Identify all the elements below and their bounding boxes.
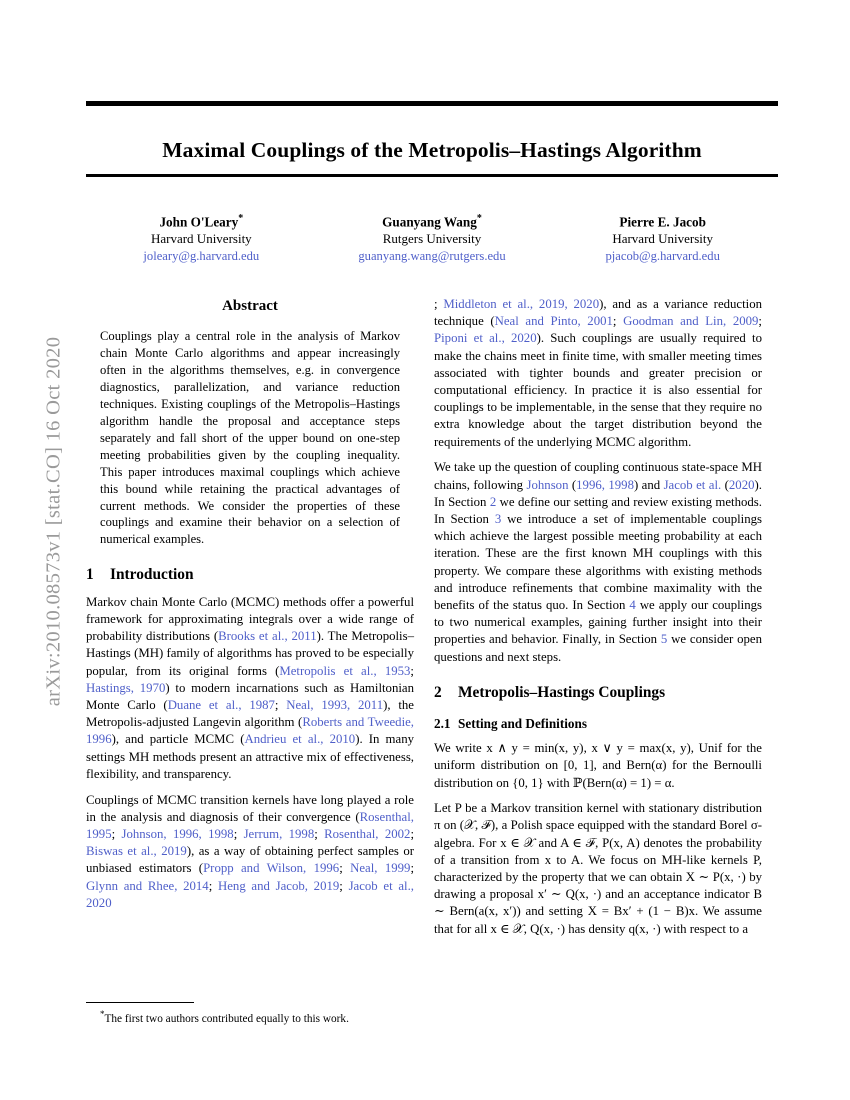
text-run: ; <box>274 698 287 713</box>
paper-page <box>78 0 850 1100</box>
text-run: ; <box>758 314 762 329</box>
text-run: ), and particle MCMC ( <box>111 732 245 747</box>
text-run: Markov chain Monte Carlo (MCMC) methods offer a powerful framework for approximating integrals over a wide range of probability distributions ( <box>86 594 414 644</box>
citation-link[interactable]: Johnson <box>526 477 569 492</box>
section-reference-link[interactable]: 2 <box>489 494 497 509</box>
citation-link[interactable]: Jacob et al., 2020 <box>86 878 415 910</box>
citation-link[interactable]: Propp and Wilson, 1996 <box>203 861 340 876</box>
couplings-paragraph-1: We write x ∧ y = min(x, y), x ∨ y = max(x, y), Unif for the uniform distribution on [0, 1], and Bern(α) for the Bernoulli distribution on {0, 1} with ℙ(Bern(α) = 1) = α. <box>434 741 762 790</box>
text-run: ; <box>339 878 349 893</box>
text-run: ; <box>410 826 414 841</box>
text-run: we introduce a set of implementable couplings which achieve the largest possible meeting probability at each iteration. These are the first known MH couplings with this property. We compare these algorithms with existing methods and introduce refinements that combine maximality with the benefits of the status quo. In Section <box>434 511 762 612</box>
citation-link[interactable]: Neal and Pinto, 2001 <box>494 314 613 329</box>
title-rule-bottom <box>86 174 778 177</box>
author-entry <box>317 213 548 264</box>
citation-link[interactable]: Heng and Jacob, 2019 <box>218 878 340 893</box>
text-run: ), as a way of obtaining perfect samples or unbiased estimators ( <box>86 844 414 876</box>
text-run: ), and as a variance reduction technique ( <box>434 297 763 329</box>
author-footnote-marker: * <box>476 213 482 224</box>
section-heading-introduction <box>86 566 414 584</box>
text-run: we apply our couplings to two numerical examples, gaining further insight into their properties and behavior. Finally, in Section <box>434 597 762 647</box>
author-entry <box>547 213 778 264</box>
author-entry <box>86 213 317 264</box>
footnote-body: The first two authors contributed equally to this work. <box>104 1012 349 1025</box>
section-title: Introduction <box>110 566 194 584</box>
text-run: ; <box>410 663 414 678</box>
author-footnote-marker: * <box>238 213 244 224</box>
arxiv-stamp <box>0 0 78 1100</box>
section-title: Metropolis–Hastings Couplings <box>458 683 666 701</box>
text-run: ; <box>314 826 325 841</box>
citation-link[interactable]: Glynn and Rhee, 2014 <box>86 878 209 893</box>
section-reference-link[interactable]: 5 <box>660 632 668 647</box>
citation-link[interactable]: Duane et al., 1987 <box>167 698 275 713</box>
text-run: ). The Metropolis–Hastings (MH) family of algorithms has proved to be especially popular, from its original forms ( <box>86 629 414 678</box>
text-run: ) to modern incarnations such as Hamiltonian Monte Carlo ( <box>86 680 414 713</box>
section-number: 1 <box>86 566 94 584</box>
citation-link[interactable]: Andrieu et al., 2010 <box>244 732 356 747</box>
citation-link[interactable]: Neal, 1993, 2011 <box>286 698 384 713</box>
citation-link[interactable]: Jacob et al. <box>663 477 722 492</box>
abstract-heading: Abstract <box>222 298 278 314</box>
footnote-marker: * <box>100 1009 105 1019</box>
author-name: Guanyang Wang* <box>382 213 482 230</box>
author-name: Pierre E. Jacob <box>619 214 706 230</box>
author-email-link[interactable]: joleary@g.harvard.edu <box>143 248 260 263</box>
text-run: ). In Section <box>434 477 762 509</box>
page-title: Maximal Couplings of the Metropolis–Hastings Algorithm <box>162 138 702 163</box>
text-run: ( <box>721 477 729 492</box>
intro-paragraph-3 <box>434 459 762 665</box>
section-number: 2 <box>434 683 442 701</box>
citation-link[interactable]: Biswas et al., 2019 <box>86 844 187 859</box>
intro-paragraph-2 <box>86 792 414 912</box>
text-run: we define our setting and review existing methods. In Section <box>434 494 762 526</box>
author-email-link[interactable]: pjacob@g.harvard.edu <box>605 248 720 263</box>
citation-link[interactable]: Jerrum, 1998 <box>243 826 315 841</box>
text-run: ). Such couplings are usually required to make the chains meet in finite time, with smaller meeting times associated with tighter bounds and greater precision or computational efficiency. In practice it is also essential for couplings to be implementable, in the sense that they require no extra knowledge about the target distribution beyond the requirements of the underlying MCMC algorithm. <box>434 331 762 449</box>
citation-link[interactable]: Metropolis et al., 1953 <box>279 663 411 678</box>
text-run: ; <box>612 314 624 329</box>
citation-link[interactable]: Rosenthal, 1995 <box>86 809 414 841</box>
text-run: ). In many settings MH methods present an attractive mix of effectiveness, flexibility, and transparency. <box>86 732 414 781</box>
intro-paragraph-1 <box>86 594 414 783</box>
section-heading-couplings <box>434 684 762 702</box>
author-block <box>86 213 778 264</box>
text-run: We take up the question of coupling continuous state-space MH chains, following <box>434 460 762 492</box>
text-run: ; <box>233 826 244 841</box>
text-run: ; <box>208 878 218 893</box>
text-run: ; <box>410 861 414 876</box>
text-run: we consider open questions and next steps. <box>434 632 762 664</box>
citation-link[interactable]: Goodman and Lin, 2009 <box>623 314 759 329</box>
citation-link[interactable]: Neal, 1999 <box>350 861 411 876</box>
citation-link[interactable]: Roberts and Tweedie, 1996 <box>86 715 415 747</box>
citation-link[interactable]: Brooks et al., 2011 <box>218 629 317 644</box>
author-name: John O'Leary* <box>159 213 244 230</box>
intro-paragraph-2-continued <box>434 296 762 451</box>
author-affiliation: Rutgers University <box>382 231 482 247</box>
citation-link[interactable]: Hastings, 1970 <box>86 680 166 695</box>
column-right <box>434 296 762 946</box>
title-rule-top <box>86 101 778 106</box>
citation-link[interactable]: Rosenthal, 2002 <box>324 826 411 841</box>
author-affiliation: Harvard University <box>150 231 252 247</box>
author-email-link[interactable]: guanyang.wang@rutgers.edu <box>358 248 506 263</box>
subsection-heading-setting-and-definitions <box>434 716 762 732</box>
citation-link[interactable]: Middleton et al., 2019, 2020 <box>443 297 600 311</box>
text-run: Couplings of MCMC transition kernels have long played a role in the analysis and diagnosis of their convergence ( <box>86 792 414 824</box>
text-run: ; <box>434 297 444 311</box>
footnote-text <box>86 1009 414 1026</box>
text-run: ; <box>111 826 122 841</box>
subsection-number: 2.1 <box>434 716 451 732</box>
text-run: ), the Metropolis-adjusted Langevin algorithm ( <box>86 698 414 730</box>
citation-link[interactable]: Piponi et al., 2020 <box>434 331 537 346</box>
citation-link[interactable]: Johnson, 1996, 1998 <box>121 826 234 841</box>
subsection-title: Setting and Definitions <box>458 716 587 732</box>
couplings-paragraph-2: Let P be a Markov transition kernel with stationary distribution π on (𝒳, ℱ), a Polish space equipped with the standard Borel σ-algebra. For x ∈ 𝒳 and A ∈ ℱ, P(x, A) denotes the probability of a transition from x to A. We focus on MH-like kernels P, characterized by the property that we can obtain X ∼ P(x, ·) by drawing a proposal x′ ∼ Q(x, ·) and an acceptance indicator B ∼ Bern(a(x, x′)) and setting X = Bx′ + (1 − B)x. We assume that for all x ∈ 𝒳, Q(x, ·) has density q(x, ·) with respect to a <box>434 801 762 936</box>
abstract-body: Couplings play a central role in the analysis of Markov chain Monte Carlo algorithms and appear increasingly often in the algorithms themselves, e.g. in convergence diagnostics, parallelization, and variance reduction techniques. Existing couplings of the Metropolis–Hastings algorithm handle the proposal and acceptance steps separately and fall short of the upper bound on one-step meeting probabilities given by the coupling inequality. This paper introduces maximal couplings which achieve this bound while retaining the practical advantages of current methods. We consider the properties of these couplings and examine their behavior on a selection of numerical examples. <box>100 329 400 547</box>
section-reference-link[interactable]: 4 <box>629 597 636 612</box>
text-run: ) and <box>633 477 664 492</box>
citation-link[interactable]: 2020 <box>728 477 755 492</box>
column-left <box>86 296 414 921</box>
text-run: ( <box>568 477 577 492</box>
text-run: ; <box>339 861 351 876</box>
arxiv-stamp-text: arXiv:2010.08573v1 [stat.CO] 16 Oct 2020 <box>42 336 65 707</box>
author-affiliation: Harvard University <box>612 231 714 247</box>
footnote-rule <box>86 1002 194 1003</box>
section-reference-link[interactable]: 3 <box>494 511 502 526</box>
footnote-block <box>86 1002 414 1026</box>
citation-link[interactable]: 1996, 1998 <box>576 477 634 492</box>
